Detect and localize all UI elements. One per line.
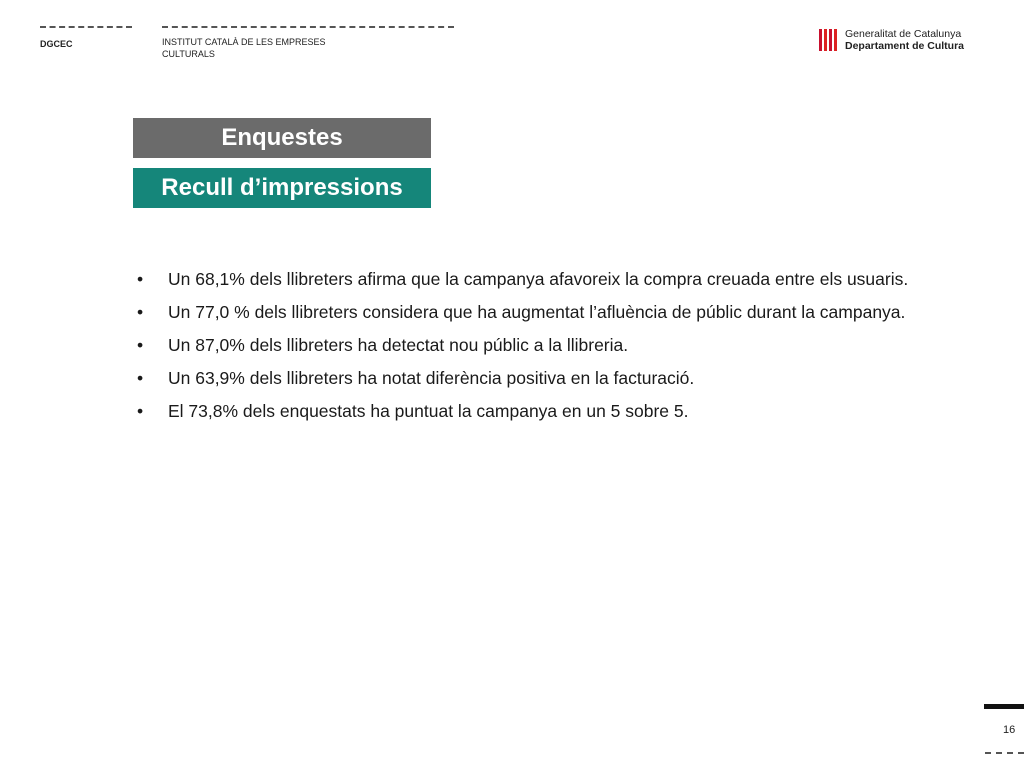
bullet-item: • Un 63,9% dels llibreters ha notat diferència positiva en la facturació.: [137, 367, 947, 390]
generalitat-logo: [819, 28, 964, 52]
subtitle-recull-impressions: Recull d’impressions: [133, 168, 431, 208]
footer-rule: [985, 752, 1024, 754]
page-bar: [984, 704, 1024, 709]
page-number: 16: [1003, 724, 1016, 736]
header-rule-center: [162, 26, 454, 28]
logo-line2: Departament de Cultura: [845, 40, 965, 52]
logo-line1: Generalitat de Catalunya: [845, 28, 962, 40]
bullet-item: • Un 77,0 % dels llibreters considera que ha augmentat l’afluència de públic durant la campanya.: [137, 301, 947, 324]
bullet-item: • El 73,8% dels enquestats ha puntuat la campanya en un 5 sobre 5.: [137, 400, 947, 423]
header-center-label-line1: INSTITUT CATALÀ DE LES EMPRESES: [162, 37, 326, 47]
header-rule-left: [40, 26, 132, 28]
logo-text: [845, 28, 964, 52]
bullet-item: • Un 87,0% dels llibreters ha detectat nou públic a la llibreria.: [137, 334, 947, 357]
header-left-label: DGCEC: [40, 39, 73, 49]
header-center-label: [162, 36, 326, 60]
bullet-item: • Un 68,1% dels llibreters afirma que la campanya afavoreix la compra creuada entre els usuaris.: [137, 268, 947, 291]
title-enquestes: Enquestes: [133, 118, 431, 158]
senyera-icon: [819, 29, 839, 51]
bullet-list: [137, 268, 947, 433]
header-center-label-line2: CULTURALS: [162, 49, 215, 59]
